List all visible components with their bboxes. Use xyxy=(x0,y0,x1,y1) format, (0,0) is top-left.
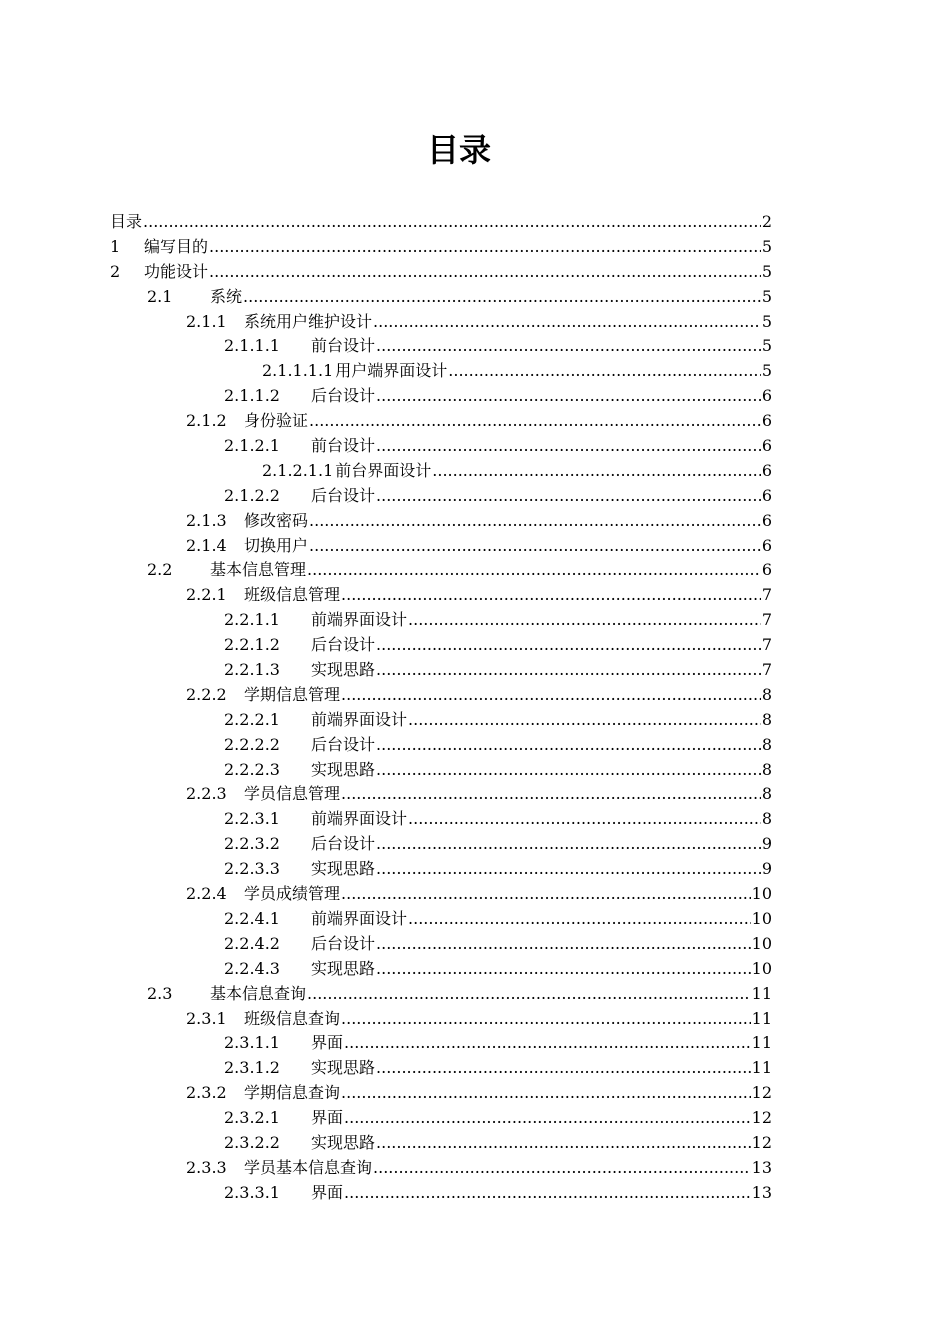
toc-dot-leader xyxy=(408,708,761,733)
toc-entry-title: 基本信息管理 xyxy=(210,560,307,580)
toc-page-number: 11 xyxy=(751,1058,772,1078)
toc-entry-title: 界面 xyxy=(311,1182,344,1202)
toc-entry[interactable] xyxy=(110,484,772,509)
toc-entry-number: 2.2.4.1 xyxy=(224,908,280,928)
toc-page-number: 10 xyxy=(751,958,772,978)
toc-entry-title: 班级信息管理 xyxy=(244,585,341,605)
toc-entry[interactable] xyxy=(110,758,772,783)
toc-entry-number: 2.2.1.2 xyxy=(224,635,280,655)
toc-dot-leader xyxy=(448,359,761,384)
toc-page-number: 5 xyxy=(761,261,772,281)
toc-dot-leader xyxy=(432,459,761,484)
toc-dot-leader xyxy=(341,1007,751,1032)
toc-entry[interactable] xyxy=(110,1106,772,1131)
toc-entry-title: 后台设计 xyxy=(311,386,376,406)
toc-entry[interactable] xyxy=(110,1131,772,1156)
toc-page-number: 6 xyxy=(761,436,772,456)
toc-entry-title: 学员成绩管理 xyxy=(244,884,341,904)
toc-entry-number: 2.2.1.1 xyxy=(224,610,280,630)
toc-dot-leader xyxy=(209,260,761,285)
toc-entry-title: 学员基本信息查询 xyxy=(244,1157,373,1177)
toc-dot-leader xyxy=(376,857,761,882)
toc-entry-number: 2.1.1.2 xyxy=(224,386,280,406)
toc-entry-number: 2.3.2.1 xyxy=(224,1108,280,1128)
toc-dot-leader xyxy=(309,534,761,559)
toc-page-number: 6 xyxy=(761,411,772,431)
toc-dot-leader xyxy=(344,1181,751,1206)
toc-dot-leader xyxy=(344,1106,751,1131)
toc-entry[interactable] xyxy=(110,907,772,932)
toc-dot-leader xyxy=(408,807,761,832)
toc-entry[interactable] xyxy=(110,334,772,359)
toc-entry-title: 功能设计 xyxy=(144,261,209,281)
toc-entry-number: 2.2.3.1 xyxy=(224,809,280,829)
toc-page-number: 10 xyxy=(751,908,772,928)
toc-entry-number: 2.1.2.2 xyxy=(224,485,280,505)
toc-entry-number: 2.1.2.1 xyxy=(224,436,280,456)
toc-entry-title: 身份验证 xyxy=(244,411,309,431)
toc-entry[interactable] xyxy=(110,608,772,633)
toc-entry-number: 2.2.2.3 xyxy=(224,759,280,779)
toc-entry[interactable] xyxy=(110,857,772,882)
toc-page-number: 8 xyxy=(761,684,772,704)
toc-entry-title: 学期信息管理 xyxy=(244,684,341,704)
toc-entry-number: 2.3.1.2 xyxy=(224,1058,280,1078)
toc-entry-title: 系统用户维护设计 xyxy=(244,311,373,331)
toc-entry-number: 2.1.4 xyxy=(186,535,227,555)
toc-entry[interactable] xyxy=(110,260,772,285)
toc-page-number: 6 xyxy=(761,510,772,530)
toc-page-number: 5 xyxy=(761,336,772,356)
toc-entry-number: 2.2.2 xyxy=(186,684,227,704)
toc-entry[interactable] xyxy=(110,310,772,335)
toc-page-number: 9 xyxy=(761,834,772,854)
toc-entry[interactable] xyxy=(110,534,772,559)
toc-entry-title: 前端界面设计 xyxy=(311,908,408,928)
toc-page-number: 10 xyxy=(751,884,772,904)
toc-entry-title: 前端界面设计 xyxy=(311,809,408,829)
toc-page-number: 8 xyxy=(761,784,772,804)
toc-entry-title: 实现思路 xyxy=(311,759,376,779)
toc-entry[interactable] xyxy=(110,832,772,857)
toc-dot-leader xyxy=(408,608,761,633)
toc-entry-title: 后台设计 xyxy=(311,635,376,655)
toc-entry[interactable] xyxy=(110,409,772,434)
toc-page-number: 5 xyxy=(761,236,772,256)
toc-entry-title: 前台设计 xyxy=(311,436,376,456)
toc-entry[interactable] xyxy=(110,1156,772,1181)
toc-entry-number: 2.3.3.1 xyxy=(224,1182,280,1202)
toc-entry-number: 2.2.2.1 xyxy=(224,709,280,729)
toc-page-number: 11 xyxy=(751,1033,772,1053)
toc-entry[interactable] xyxy=(110,434,772,459)
toc-dot-leader xyxy=(376,1131,751,1156)
toc-page-number: 7 xyxy=(761,610,772,630)
toc-dot-leader xyxy=(376,658,761,683)
toc-page-number: 7 xyxy=(761,635,772,655)
toc-entry[interactable] xyxy=(110,708,772,733)
toc-entry-title: 用户端界面设计 xyxy=(335,361,448,381)
toc-entry[interactable] xyxy=(110,782,772,807)
toc-entry-title: 界面 xyxy=(311,1108,344,1128)
toc-entry-number: 1 xyxy=(110,236,121,256)
toc-page-number: 11 xyxy=(751,983,772,1003)
page-title: 目录 xyxy=(426,131,491,169)
toc-entry-title: 后台设计 xyxy=(311,834,376,854)
toc-entry-title: 学期信息查询 xyxy=(244,1083,341,1103)
toc-dot-leader xyxy=(376,334,761,359)
toc-entry[interactable] xyxy=(110,1181,772,1206)
toc-page-number: 2 xyxy=(761,212,772,231)
toc-page-number: 6 xyxy=(761,460,772,480)
toc-page-number: 10 xyxy=(751,933,772,953)
toc-dot-leader xyxy=(341,583,761,608)
toc-dot-leader xyxy=(376,733,761,758)
toc-entry-title: 切换用户 xyxy=(244,535,309,555)
toc-entry-number: 2.1.1 xyxy=(186,311,227,331)
toc-entry[interactable] xyxy=(110,285,772,310)
toc-entry[interactable] xyxy=(110,1056,772,1081)
toc-entry-number: 2.1.1.1 xyxy=(224,336,280,356)
toc-entry[interactable] xyxy=(110,658,772,683)
toc-entry-number: 2.2.3.3 xyxy=(224,859,280,879)
toc-entry[interactable] xyxy=(110,210,772,235)
toc-page-number: 6 xyxy=(761,560,772,580)
toc-page-number: 11 xyxy=(751,1008,772,1028)
toc-page-number: 5 xyxy=(761,361,772,381)
toc-entry[interactable] xyxy=(110,558,772,583)
toc-entry[interactable] xyxy=(110,1031,772,1056)
toc-entry-title: 学员信息管理 xyxy=(244,784,341,804)
toc-entry[interactable] xyxy=(110,982,772,1007)
toc-page-number: 7 xyxy=(761,660,772,680)
toc-page-number: 8 xyxy=(761,809,772,829)
toc-page-number: 13 xyxy=(751,1157,772,1177)
toc-page-number: 12 xyxy=(751,1083,772,1103)
toc-dot-leader xyxy=(307,558,761,583)
toc-dot-leader xyxy=(341,1081,751,1106)
table-of-contents xyxy=(110,210,772,1206)
toc-entry[interactable] xyxy=(110,807,772,832)
toc-entry[interactable] xyxy=(110,235,772,260)
toc-dot-leader xyxy=(376,1056,751,1081)
toc-entry-title: 系统 xyxy=(210,286,243,306)
toc-entry-title: 前端界面设计 xyxy=(311,610,408,630)
toc-entry-number: 2.1.2.1.1 xyxy=(262,460,334,480)
toc-entry-title: 前台设计 xyxy=(311,336,376,356)
toc-dot-leader xyxy=(341,882,751,907)
toc-entry[interactable] xyxy=(110,633,772,658)
toc-dot-leader xyxy=(376,758,761,783)
toc-page-number: 7 xyxy=(761,585,772,605)
toc-entry-title: 前台界面设计 xyxy=(335,460,432,480)
toc-entry-title: 实现思路 xyxy=(311,660,376,680)
toc-entry-number: 2.2.4.3 xyxy=(224,958,280,978)
toc-dot-leader xyxy=(376,932,751,957)
toc-page-number: 5 xyxy=(761,311,772,331)
toc-entry-number: 2.2.3.2 xyxy=(224,834,280,854)
toc-entry[interactable] xyxy=(110,459,772,484)
toc-page-number: 9 xyxy=(761,859,772,879)
toc-entry-title: 后台设计 xyxy=(311,485,376,505)
toc-entry-title: 修改密码 xyxy=(244,510,309,530)
toc-entry-number: 2.3.1 xyxy=(186,1008,227,1028)
toc-entry-number: 2.1.1.1.1 xyxy=(262,361,334,381)
toc-entry-title: 编写目的 xyxy=(144,236,209,256)
toc-entry-number: 2.2.4.2 xyxy=(224,933,280,953)
toc-entry-title: 实现思路 xyxy=(311,859,376,879)
toc-entry[interactable] xyxy=(110,733,772,758)
toc-entry-number: 2.2.1 xyxy=(186,585,227,605)
toc-entry-title: 实现思路 xyxy=(311,1132,376,1152)
toc-page-number: 12 xyxy=(751,1108,772,1128)
toc-entry[interactable] xyxy=(110,384,772,409)
toc-entry-number: 2.2 xyxy=(147,560,173,580)
toc-entry[interactable] xyxy=(110,359,772,384)
toc-entry-number: 2.2.3 xyxy=(186,784,227,804)
toc-entry-number: 2.3.3 xyxy=(186,1157,227,1177)
toc-dot-leader xyxy=(376,484,761,509)
toc-entry-number: 2 xyxy=(110,261,121,281)
toc-entry-title: 实现思路 xyxy=(311,1058,376,1078)
toc-dot-leader xyxy=(376,434,761,459)
toc-entry-number: 2.1.2 xyxy=(186,411,227,431)
toc-dot-leader xyxy=(376,832,761,857)
toc-dot-leader xyxy=(376,957,751,982)
toc-entry-title: 后台设计 xyxy=(311,734,376,754)
toc-page-number: 6 xyxy=(761,485,772,505)
toc-page-number: 8 xyxy=(761,734,772,754)
toc-dot-leader xyxy=(243,285,761,310)
toc-dot-leader xyxy=(344,1031,751,1056)
toc-page-number: 8 xyxy=(761,709,772,729)
toc-dot-leader xyxy=(373,1156,751,1181)
toc-entry-title: 前端界面设计 xyxy=(311,709,408,729)
toc-entry-title: 目录 xyxy=(110,212,143,231)
toc-entry-number: 2.1.3 xyxy=(186,510,227,530)
toc-page-number: 12 xyxy=(751,1132,772,1152)
toc-entry-number: 2.2.1.3 xyxy=(224,660,280,680)
toc-dot-leader xyxy=(307,982,751,1007)
toc-dot-leader xyxy=(309,409,761,434)
toc-entry[interactable] xyxy=(110,957,772,982)
toc-dot-leader xyxy=(408,907,751,932)
toc-dot-leader xyxy=(341,782,761,807)
toc-entry-number: 2.3.2 xyxy=(186,1083,227,1103)
toc-entry[interactable] xyxy=(110,583,772,608)
toc-entry[interactable] xyxy=(110,683,772,708)
toc-dot-leader xyxy=(376,384,761,409)
toc-page-number: 6 xyxy=(761,535,772,555)
toc-entry-number: 2.3.2.2 xyxy=(224,1132,280,1152)
toc-entry-title: 实现思路 xyxy=(311,958,376,978)
toc-page-number: 5 xyxy=(761,286,772,306)
toc-entry-title: 基本信息查询 xyxy=(210,983,307,1003)
toc-dot-leader xyxy=(209,235,761,260)
toc-entry-number: 2.2.4 xyxy=(186,884,227,904)
toc-entry-number: 2.3.1.1 xyxy=(224,1033,280,1053)
toc-page-number: 8 xyxy=(761,759,772,779)
toc-entry-number: 2.2.2.2 xyxy=(224,734,280,754)
toc-dot-leader xyxy=(373,310,761,335)
toc-dot-leader xyxy=(143,210,761,235)
toc-page-number: 13 xyxy=(751,1182,772,1202)
toc-entry[interactable] xyxy=(110,509,772,534)
toc-entry-title: 界面 xyxy=(311,1033,344,1053)
toc-entry[interactable] xyxy=(110,1081,772,1106)
toc-dot-leader xyxy=(376,633,761,658)
toc-dot-leader xyxy=(309,509,761,534)
toc-entry-number: 2.3 xyxy=(147,983,173,1003)
toc-entry[interactable] xyxy=(110,1007,772,1032)
toc-entry-title: 班级信息查询 xyxy=(244,1008,341,1028)
toc-entry[interactable] xyxy=(110,882,772,907)
toc-entry-title: 后台设计 xyxy=(311,933,376,953)
toc-dot-leader xyxy=(341,683,761,708)
toc-entry-number: 2.1 xyxy=(147,286,173,306)
toc-entry[interactable] xyxy=(110,932,772,957)
toc-page-number: 6 xyxy=(761,386,772,406)
